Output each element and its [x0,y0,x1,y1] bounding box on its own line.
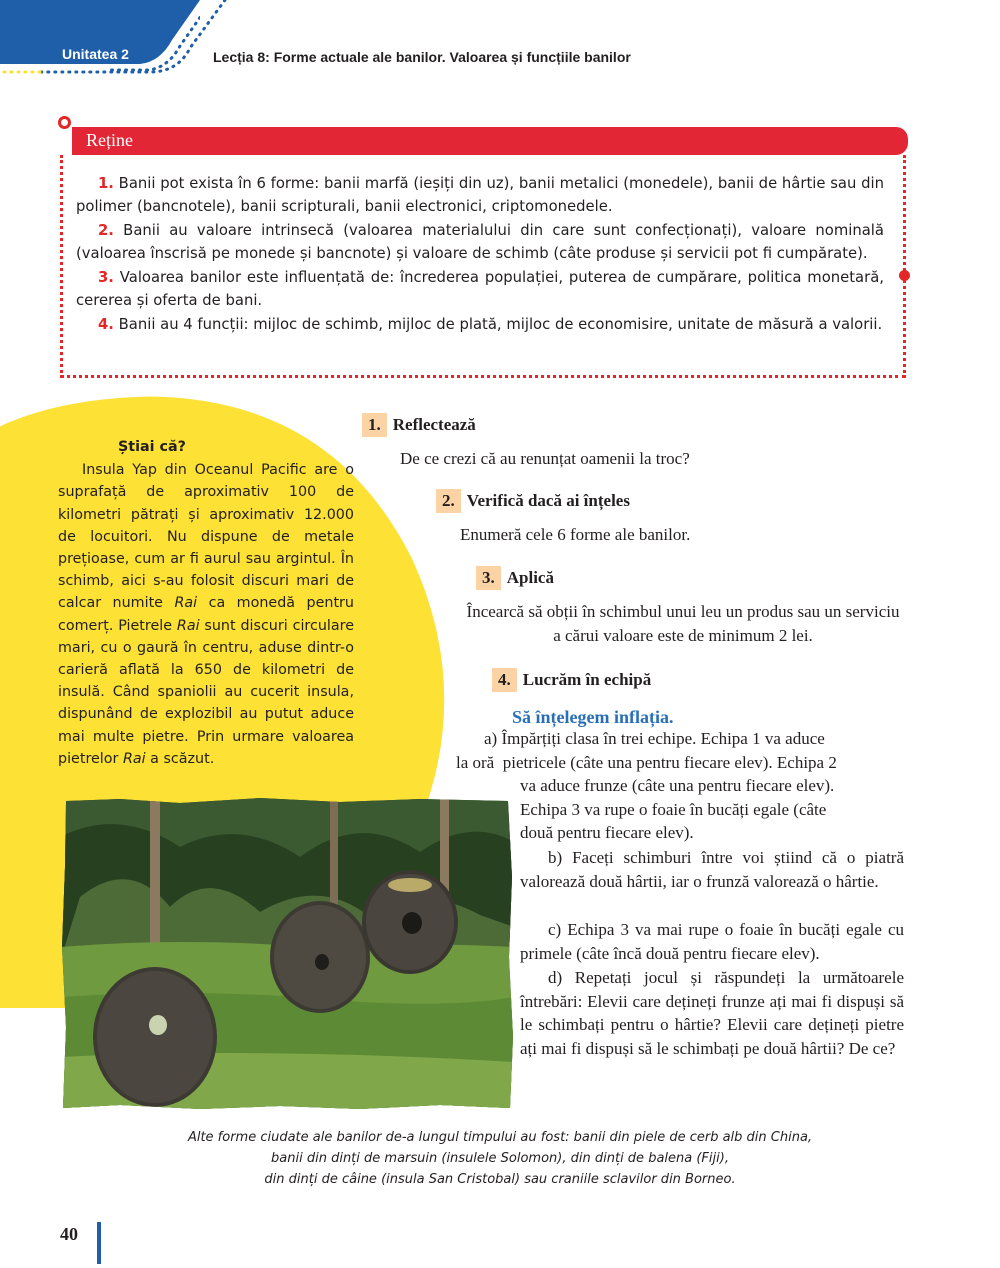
caption-line: din dinți de câine (insula San Cristobal) sau craniile sclavilor din Borneo. [264,1172,736,1187]
inflation-subheading: Să înțelegem inflația. [512,707,674,727]
retine-title: Reține [86,130,133,150]
item-number: 4. [98,316,114,333]
did-you-know-box [58,436,354,770]
exercise-4-a-line: a) Împărțiți clasa în trei echipe. Echipa 1 va aduce [484,729,825,748]
exercise-1-heading [362,413,476,437]
dyk-text-part: sunt discuri circulare mari, cu o gaură în centru, aduse dintr-o carieră aflată la 650 de kilometri de insulă. Când spaniolii au cucerit insula, dispunând de explozibil au putut aduce mai multe pietre. Prin urmare valoarea pietrelor [58,617,354,767]
item-text: Banii pot exista în 6 forme: banii marfă (ieșiți din uz), banii metalici (monedele), banii de hârtie sau din polimer (bancnotele), banii scripturali, banii electronici, criptomonedele. [76,175,884,215]
rai-term: Rai [122,750,146,767]
dot-marker-right [899,270,910,281]
exercise-4-a-line: Echipa 3 va rupe o foaie în bucăți egale (câte [520,800,827,819]
exercise-4-d: d) Repetați jocul și răspundeți la următoarele întrebări: Elevii care dețineți frunze ați mai fi dispuși să le schimbați pentru o hârtie? Elevii care dețineți pietre ați mai fi dispuși să le schimbați pe două hârtii? De ce? [520,968,904,1058]
retine-title-bar [72,127,908,155]
retine-item [76,173,884,218]
item-number: 1. [98,175,114,192]
item-number: 3. [98,269,114,286]
retine-list [76,173,884,339]
item-text: Banii au valoare intrinsecă (valoarea materialului din care sunt confecționați), valoare nominală (valoarea înscrisă pe monede și bancnote) și valoare de schimb (câte produse și servicii pot fi cumpărate). [76,222,884,262]
lesson-title: Lecția 8: Forme actuale ale banilor. Valoarea și funcțiile banilor [213,49,631,65]
item-number: 2. [98,222,114,239]
exercise-4-a-line: două pentru fiecare elev). [520,823,694,842]
caption [120,1127,880,1190]
exercise-1-text: De ce crezi că au renunțat oamenii la troc? [400,449,690,468]
dot-marker-left [58,116,71,129]
dyk-text-part: a scăzut. [145,750,215,767]
header-dotted-line [0,0,240,80]
exercise-4-c: c) Echipa 3 va mai rupe o foaie în bucăți egale cu primele (câte încă două pentru fiecare elev). [520,920,904,963]
exercise-title: Reflectează [392,415,476,434]
rai-stones-photo [60,797,514,1110]
rai-term: Rai [174,595,198,612]
did-you-know-title: Știai că? [118,439,186,455]
exercise-4-a-line: va aduce frunze (câte una pentru fiecare elev). [520,776,835,795]
retine-item [76,220,884,265]
dyk-text-part: ca monedă pentru comerț. Pietrele [58,595,354,634]
item-text: Banii au 4 funcții: mijloc de schimb, mijloc de plată, mijloc de economisire, unitate de măsură a valorii. [118,316,883,333]
exercise-number: 4. [492,668,517,692]
exercise-3-heading [476,566,554,590]
exercise-4-heading [492,668,651,692]
unit-label: Unitatea 2 [62,46,129,62]
page-number: 40 [60,1224,78,1244]
dyk-text-part: Insula Yap din Oceanul Pacific are o suprafață de aproximativ 100 de kilometri pătrați și aproximativ 12.000 de locuitori. Nu dispune de metale prețioase, cum ar fi aurul sau argintul. În schimb, aici s-au folosit discuri mari de calcar numite [58,462,354,612]
exercise-title: Aplică [506,568,554,587]
caption-line: Alte forme ciudate ale banilor de-a lungul timpului au fost: banii din piele de cerb alb din China, [187,1130,813,1145]
retine-item [76,314,884,337]
exercise-2-heading [436,489,630,513]
did-you-know-text [58,459,354,770]
exercise-title: Lucrăm în echipă [522,670,652,689]
retine-item [76,267,884,312]
exercise-number: 1. [362,413,387,437]
page-number-bar [97,1222,101,1264]
exercise-4-b: b) Faceți schimburi între voi știind că o piatră valorează două hârtii, iar o frunză valorează o hârtie. [520,848,904,891]
rai-term: Rai [176,617,200,634]
exercise-4-a-line: la oră pietricele (câte una pentru fiecare elev). Echipa 2 [456,753,837,772]
exercise-2-text: Enumeră cele 6 forme ale banilor. [460,525,691,544]
exercise-3-text: Încearcă să obții în schimbul unui leu un produs sau un serviciu a cărui valoare este de minimum 2 lei. [466,602,900,645]
exercise-title: Verifică dacă ai înțeles [466,491,630,510]
exercise-number: 3. [476,566,501,590]
caption-line: banii din dinți de marsuin (insulele Solomon), din dinți de balena (Fiji), [271,1151,729,1166]
item-text: Valoarea banilor este influențată de: încrederea populației, puterea de cumpărare, politica monetară, cererea și oferta de bani. [76,269,884,309]
exercise-number: 2. [436,489,461,513]
